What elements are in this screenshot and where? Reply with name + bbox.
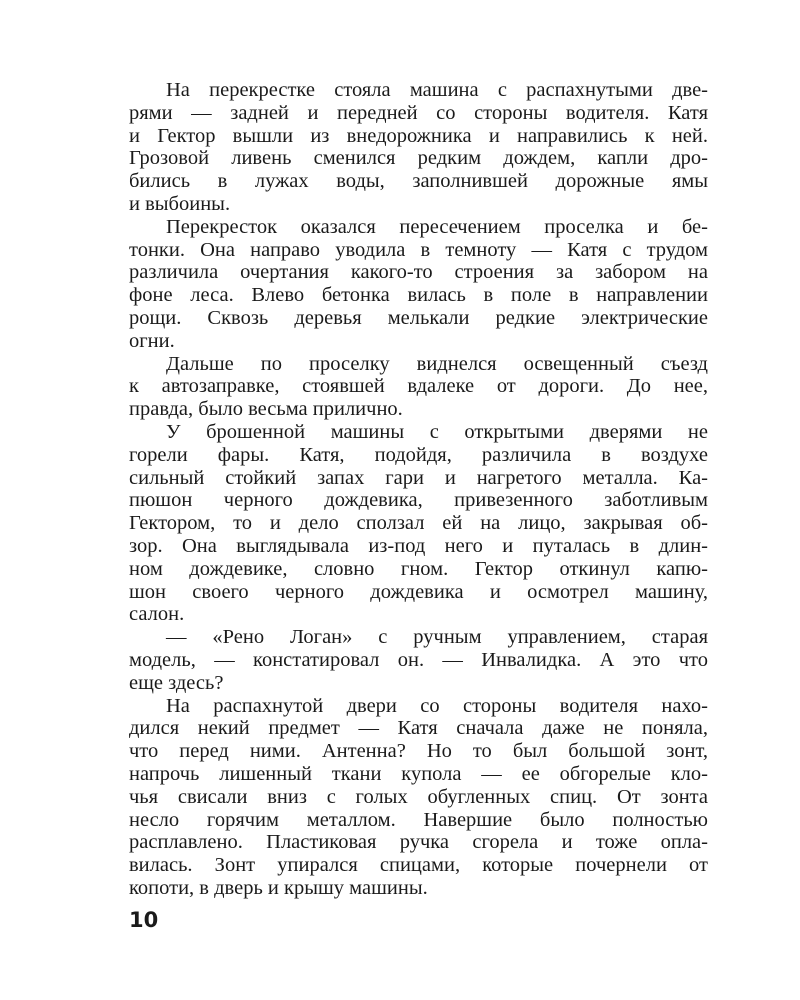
- text-line: пюшон черного дождевика, привезенного заботливым: [129, 489, 708, 512]
- text-line: У брошенной машины с открытыми дверями не: [166, 420, 708, 443]
- page-number: 10: [129, 908, 159, 932]
- text-line: рями — задней и передней со стороны водителя. Катя: [129, 101, 708, 124]
- text-line: что перед ними. Антенна? Но то был большой зонт,: [129, 740, 708, 763]
- text-line: копоти, в дверь и крышу машины.: [129, 876, 428, 899]
- text-line: зор. Она выглядывала из-под него и путалась в длин-: [129, 534, 708, 557]
- text-line: горели фары. Катя, подойдя, различила в воздухе: [129, 443, 708, 466]
- text-line: сильный стойкий запах гари и нагретого металла. Ка-: [129, 466, 708, 489]
- text-line: и Гектор вышли из внедорожника и направились к ней.: [129, 124, 708, 147]
- text-line: напрочь лишенный ткани купола — ее обгорелые кло-: [129, 762, 708, 785]
- text-line: ном дождевике, словно гном. Гектор откинул капю-: [129, 557, 708, 580]
- text-line: салон.: [129, 603, 185, 626]
- text-line: На перекрестке стояла машина с распахнутыми две-: [166, 79, 708, 101]
- text-line: рощи. Сквозь деревья мелькали редкие электрические: [129, 306, 708, 329]
- text-line: расплавлено. Пластиковая ручка сгорела и тоже опла-: [129, 831, 708, 854]
- text-line: модель, — констатировал он. — Инвалидка. А это что: [129, 648, 708, 671]
- paragraph: [129, 695, 708, 900]
- paragraph: [129, 353, 708, 421]
- text-line: дился некий предмет — Катя сначала даже не поняла,: [129, 717, 708, 740]
- text-line: вилась. Зонт упирался спицами, которые почернели от: [129, 854, 708, 877]
- body-text: [129, 79, 708, 900]
- text-line: тонки. Она направо уводила в темноту — Катя с трудом: [129, 238, 708, 261]
- paragraph: [129, 79, 708, 216]
- text-line: Дальше по проселку виднелся освещенный съезд: [166, 352, 708, 375]
- text-line: к автозаправке, стоявшей вдалеке от дороги. До нее,: [129, 375, 708, 398]
- text-line: Перекресток оказался пересечением проселка и бе-: [166, 215, 708, 238]
- text-line: Гектором, то и дело сползал ей на лицо, закрывая об-: [129, 512, 708, 535]
- text-line: Грозовой ливень сменился редким дождем, капли дро-: [129, 147, 708, 170]
- text-line: бились в лужах воды, заполнившей дорожные ямы: [129, 170, 708, 193]
- text-line: шон своего черного дождевика и осмотрел машину,: [129, 580, 708, 603]
- text-line: — «Рено Логан» с ручным управлением, старая: [166, 626, 708, 649]
- text-line: чья свисали вниз с голых обугленных спиц. От зонта: [129, 785, 708, 808]
- text-line: правда, было весьма прилично.: [129, 398, 403, 421]
- text-line: фоне леса. Влево бетонка вилась в поле в направлении: [129, 284, 708, 307]
- text-line: различила очертания какого-то строения за забором на: [129, 261, 708, 284]
- paragraph: [129, 626, 708, 694]
- text-line: огни.: [129, 329, 175, 352]
- paragraph: [129, 216, 708, 353]
- text-line: и выбоины.: [129, 192, 231, 215]
- paragraph: [129, 421, 708, 626]
- text-line: несло горячим металлом. Навершие было полностью: [129, 808, 708, 831]
- text-line: На распахнутой двери со стороны водителя нахо-: [166, 694, 708, 717]
- text-line: еще здесь?: [129, 671, 224, 694]
